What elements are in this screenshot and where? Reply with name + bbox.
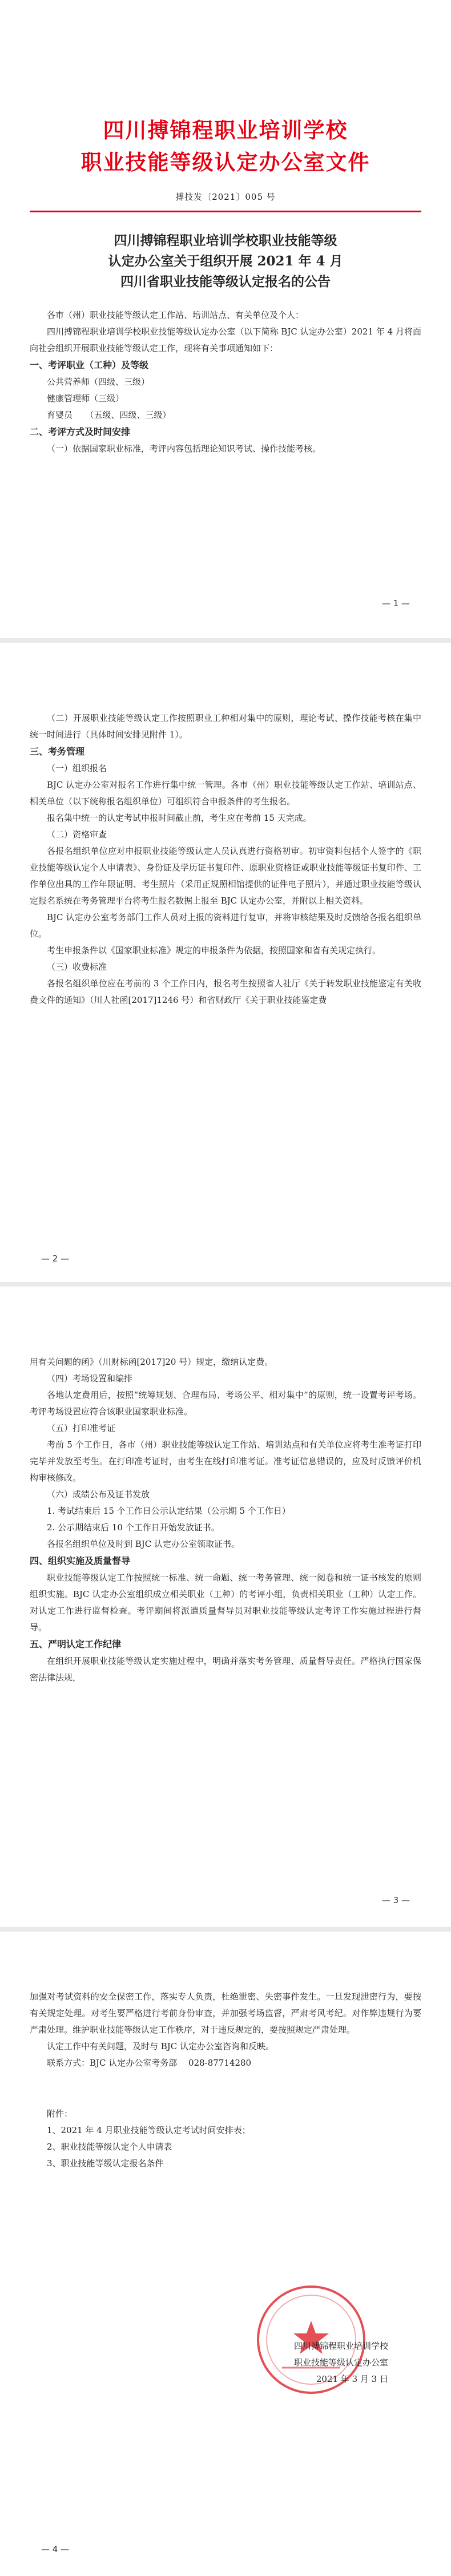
- contact-intro: 认定工作中有关问题，及时与 BJC 认定办公室咨询和反映。: [47, 2041, 275, 2051]
- document-page-3: [0, 1287, 451, 1927]
- page-number: — 3 —: [381, 1895, 410, 1905]
- subheading-ticket: （五）打印准考证: [47, 1423, 116, 1433]
- signature-date: 2021 年 3 月 3 日: [316, 2374, 388, 2384]
- job-item: 育婴员 （五级、四级、三级）: [47, 410, 171, 420]
- discipline-paragraph: 在组织开展职业技能等级认定实施过程中，明确并落实考务管理、质量督导责任。严格执行国家保密法律法规，: [30, 1656, 421, 1683]
- deadline-paragraph: 报名集中统一的认定考试申报时间截止前，考生应在考前 15 天完成。: [47, 813, 312, 823]
- signup-paragraph: BJC 认定办公室对报名工作进行集中统一管理。各市（州）职业技能等级认定工作站、培训站点、相关单位（以下统称报名组织单位）可组织符合申报条件的考生报名。: [30, 780, 421, 807]
- fee-paragraph: 各报名组织单位应在考前的 3 个工作日内，报名考生按照省人社厅《关于转发职业技能鉴定有关收费文件的通知》（川人社函[2017]1246 号）和省财政厅《关于职业技能鉴定费: [30, 978, 421, 1005]
- fee-paragraph-continued: 用有关问题的函》（川财标函[2017]20 号）规定，缴纳认定费。: [30, 1357, 273, 1367]
- section-2-item-1: （一）依据国家职业标准，考评内容包括理论知识考试、操作技能考核。: [47, 444, 321, 454]
- document-page-4: [0, 1932, 451, 2576]
- subheading-signup: （一）组织报名: [47, 763, 107, 773]
- section-2-heading: 二、考评方式及时间安排: [30, 426, 131, 437]
- notice-title-line-1: 四川搏锦程职业培训学校职业技能等级: [114, 233, 337, 248]
- attachments-label: 附件：: [47, 2109, 73, 2119]
- review-paragraph-1: 各报名组织单位应对申报职业技能等级认定人员认真进行资格初审。初审资料包括个人签字的《职业技能等级认定个人申请表》、身份证及学历证书复印件、原职业资格证或职业技能等级证书复印件、工作单位出具的工作年限证明、考生照片（采用正规照相馆提供的证件电子照片），并通过职业技能等级认定报名系统在考务管理平台将考生报名数据上报至 BJC 认定办公室，并附以上相关资料。: [30, 846, 421, 906]
- signature-area: [240, 2285, 388, 2400]
- ticket-paragraph: 考前 5 个工作日，各市（州）职业技能等级认定工作站、培训站点和有关单位应将考生准考证打印完毕并发放至考生。在打印准考证时，由考生在线打印准考证。准考证信息错误的，应及时反馈评价机构审核修改。: [30, 1440, 421, 1483]
- page-number: — 1 —: [381, 598, 410, 608]
- exam-paragraph: 各地认定费用后，按照“统筹规划、合理布局、考场公平、相对集中”的原则，统一设置考评考场。考评考场设置应符合该职业国家职业标准。: [30, 1390, 421, 1417]
- notice-title: [30, 231, 421, 292]
- review-paragraph-3: 考生申报条件以《国家职业标准》规定的申报条件为依据，按照国家和省有关规定执行。: [47, 945, 381, 956]
- section-1-heading: 一、考评职业（工种）及等级: [30, 360, 149, 370]
- subheading-review: （二）资格审查: [47, 829, 107, 840]
- signature-org-line-1: 四川搏锦程职业培训学校: [293, 2341, 388, 2351]
- section-3-heading: 三、考务管理: [30, 746, 85, 757]
- subheading-fee: （三）收费标准: [47, 962, 107, 972]
- result-paragraph-3: 各报名组织单位及时到 BJC 认定办公室领取证书。: [47, 1539, 240, 1549]
- notice-title-line-2: 认定办公室关于组织开展 2021 年 4 月: [108, 253, 343, 269]
- document-page-1: [0, 0, 451, 638]
- notice-title-line-3: 四川省职业技能等级认定报名的公告: [120, 274, 331, 289]
- job-item: 健康管理师（三级）: [47, 393, 124, 404]
- job-item: 公共营养师（四级、三级）: [47, 377, 150, 387]
- intro-paragraph: 四川搏锦程职业培训学校职业技能等级认定办公室（以下简称 BJC 认定办公室）2021 年 4 月将面向社会组织开展职业技能等级认定工作，现将有关事项通知如下：: [30, 326, 421, 353]
- signature-org-line-2: 职业技能等级认定办公室: [293, 2357, 388, 2368]
- document-page-2: [0, 643, 451, 1282]
- document-number: 搏技发〔2021〕005 号: [175, 192, 276, 202]
- letterhead-line-1: 四川搏锦程职业培训学校: [103, 118, 348, 143]
- result-paragraph-1: 1. 考试结束后 15 个工作日公示认定结果（公示期 5 个工作日）: [47, 1506, 291, 1516]
- section-4-heading: 四、组织实施及质量督导: [30, 1555, 131, 1566]
- attachment-item: 1、2021 年 4 月职业技能等级认定考试时间安排表；: [47, 2125, 251, 2135]
- page-number: — 2 —: [41, 1253, 70, 1264]
- section-5-heading: 五、严明认定工作纪律: [30, 1639, 122, 1650]
- salutation: 各市（州）职业技能等级认定工作站、培训站点、有关单位及个人：: [47, 310, 304, 320]
- organization-paragraph: 职业技能等级认定工作按照统一标准、统一命题、统一考务管理、统一阅卷和统一证书核发的原则组织实施。BJC 认定办公室组织成立相关职业（工种）的考评小组，负责相关职业（工种）认定工作。对认定工作进行监督检查。考评期间将派遣质量督导员对职业技能等级认定考评工作实施过程进行督导。: [30, 1573, 421, 1632]
- red-divider-line: [30, 211, 421, 212]
- review-paragraph-2: BJC 认定办公室考务部门工作人员对上报的资料进行复审，并将审核结果及时反馈给各报名组织单位。: [30, 912, 421, 939]
- attachment-item: 2、职业技能等级认定个人申请表: [47, 2142, 172, 2152]
- subheading-result: （六）成绩公布及证书发放: [47, 1489, 150, 1499]
- letterhead-line-2: 职业技能等级认定办公室文件: [80, 150, 371, 175]
- page-number: — 4 —: [41, 2544, 70, 2554]
- contact-line: 联系方式：BJC 认定办公室考务部 028-87714280: [47, 2058, 252, 2068]
- safety-paragraph: 加强对考试资料的安全保密工作，落实专人负责，杜绝泄密、失密事件发生。一旦发现泄密行为，要按有关规定处理。对考生要严格进行考前身份审查，并加强考场监督，严肃考风考纪。对作弊违规行为要严肃处理。维护职业技能等级认定工作秩序，对于违反规定的，要按照规定严肃处理。: [30, 1992, 421, 2035]
- attachment-item: 3、职业技能等级认定报名条件: [47, 2158, 164, 2168]
- result-paragraph-2: 2. 公示期结束后 10 个工作日开始发放证书。: [47, 1522, 220, 1533]
- section-2-item-2: （二）开展职业技能等级认定工作按照职业工种相对集中的原则，理论考试、操作技能考核在集中统一时间进行（具体时间安排见附件 1）。: [30, 713, 421, 740]
- subheading-exam: （四）考场设置和编排: [47, 1373, 133, 1384]
